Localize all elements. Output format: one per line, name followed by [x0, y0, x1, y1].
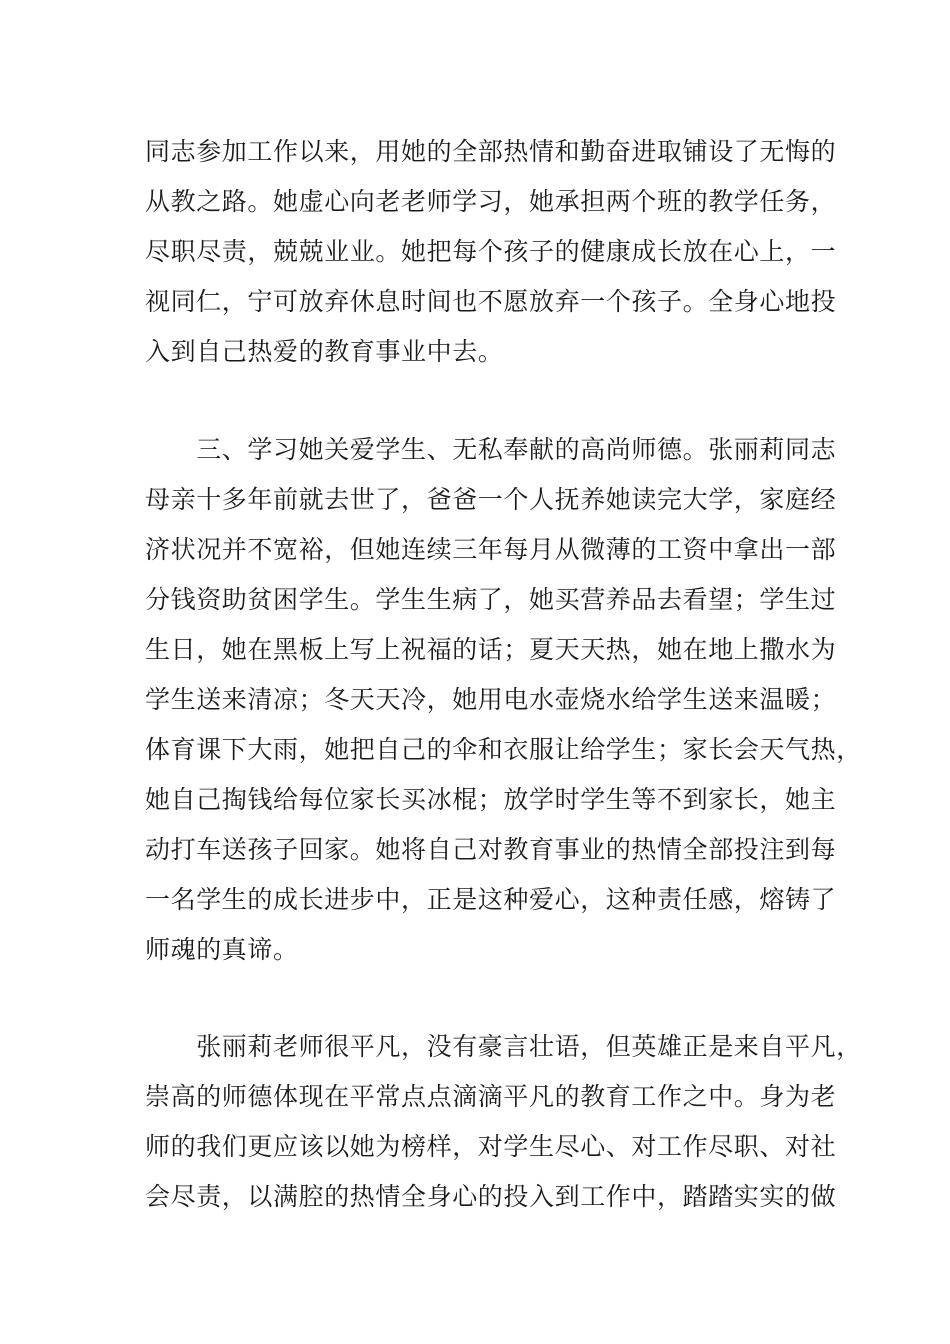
text-line: 动打车送孩子回家。她将自己对教育事业的热情全部投注到每 — [145, 835, 837, 864]
text-line: 崇高的师德体现在平常点点滴滴平凡的教育工作之中。身为老 — [145, 1082, 837, 1111]
text-line: 母亲十多年前就去世了，爸爸一个人抚养她读完大学，家庭经 — [145, 485, 837, 514]
text-line: 入到自己热爱的教育事业中去。 — [145, 337, 504, 366]
text-line: 学生送来清凉；冬天天冷，她用电水壶烧水给学生送来温暖； — [145, 685, 837, 714]
text-line: 会尽责，以满腔的热情全身心的投入到工作中，踏踏实实的做 — [145, 1182, 837, 1211]
text-line: 她自己掏钱给每位家长买冰棍；放学时学生等不到家长，她主 — [145, 785, 837, 814]
text-line: 师魂的真谛。 — [145, 935, 299, 964]
paragraph-section-three — [145, 425, 862, 975]
text-line: 从教之路。她虚心向老老师学习，她承担两个班的教学任务， — [145, 187, 837, 216]
text-line: 体育课下大雨，她把自己的伞和衣服让给学生；家长会天气热， — [145, 735, 862, 764]
text-line: 张丽莉老师很平凡，没有豪言壮语，但英雄正是来自平凡， — [145, 1032, 862, 1061]
text-line: 一名学生的成长进步中，正是这种爱心，这种责任感，熔铸了 — [145, 885, 837, 914]
paragraph-conclusion — [145, 1022, 862, 1222]
paragraph-dedication — [145, 127, 836, 377]
text-line: 生日，她在黑板上写上祝福的话；夏天天热，她在地上撒水为 — [145, 635, 837, 664]
text-line: 师的我们更应该以她为榜样，对学生尽心、对工作尽职、对社 — [145, 1132, 837, 1161]
text-line: 分钱资助贫困学生。学生生病了，她买营养品去看望；学生过 — [145, 585, 837, 614]
text-line: 济状况并不宽裕，但她连续三年每月从微薄的工资中拿出一部 — [145, 535, 837, 564]
text-line: 尽职尽责，兢兢业业。她把每个孩子的健康成长放在心上，一 — [145, 237, 837, 266]
text-line: 三、学习她关爱学生、无私奉献的高尚师德。张丽莉同志 — [145, 435, 837, 464]
text-line: 视同仁，宁可放弃休息时间也不愿放弃一个孩子。全身心地投 — [145, 287, 837, 316]
text-line: 同志参加工作以来，用她的全部热情和勤奋进取铺设了无悔的 — [145, 137, 837, 166]
